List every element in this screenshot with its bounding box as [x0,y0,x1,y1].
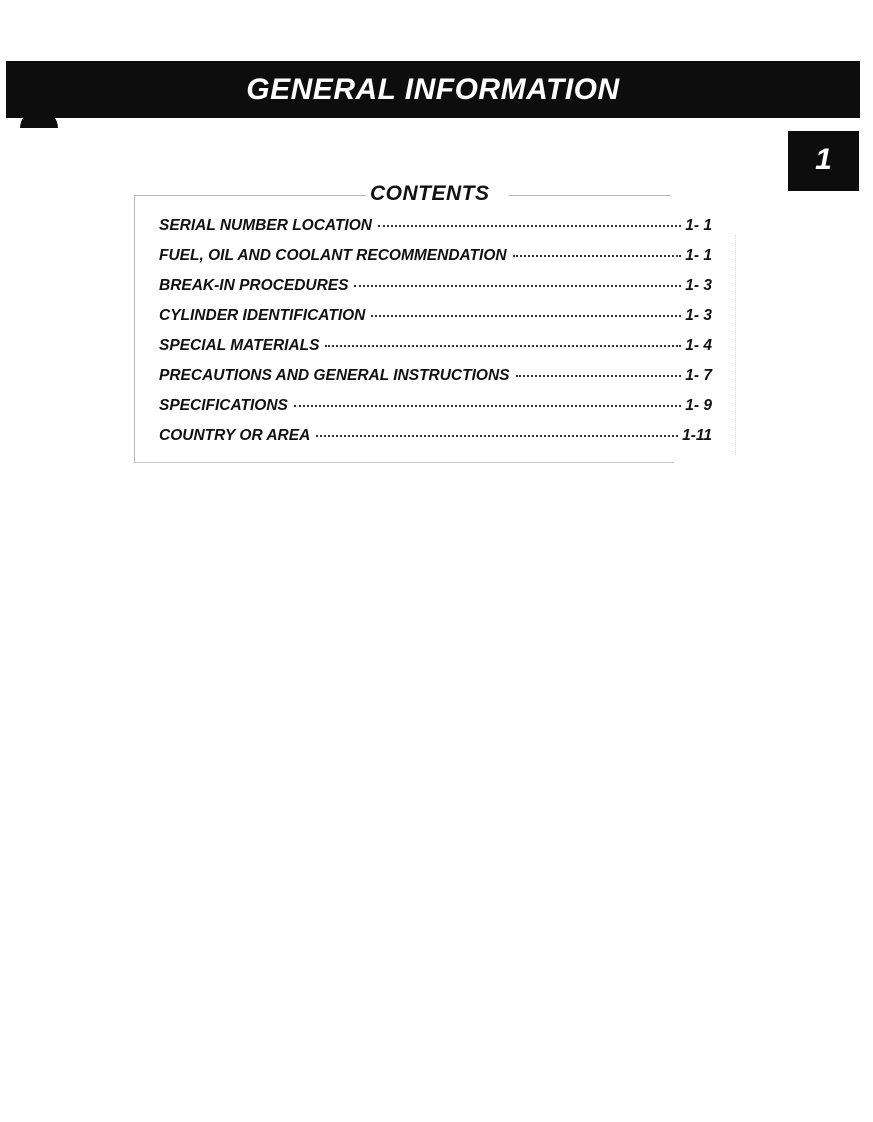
toc-entry-page: 1- 3 [685,307,712,324]
toc-entry-page: 1- 1 [685,217,712,234]
toc-leader-dots [513,255,682,257]
toc-entry-label: SPECIFICATIONS [159,397,288,414]
toc-leader-dots [371,315,681,317]
toc-entry-label: SPECIAL MATERIALS [159,337,320,354]
frame-left-rule [134,195,135,463]
frame-top-left-rule [134,195,366,196]
toc-entry[interactable] [159,277,712,307]
frame-right-rule [735,235,736,455]
frame-top-right-rule [509,195,671,196]
toc-leader-dots [516,375,682,377]
toc-entry-page: 1-11 [682,427,712,444]
toc-entry[interactable] [159,217,712,247]
toc-entry-label: COUNTRY OR AREA [159,427,311,444]
toc-entry[interactable] [159,337,712,367]
toc-entry-label: SERIAL NUMBER LOCATION [159,217,372,234]
toc-entry-page: 1- 1 [685,247,712,264]
toc-entry-label: CYLINDER IDENTIFICATION [159,307,366,324]
frame-bottom-rule [134,462,674,463]
toc-entry-page: 1- 7 [685,367,712,384]
toc-entry[interactable] [159,397,712,427]
toc-entry-label: BREAK-IN PROCEDURES [159,277,349,294]
toc-leader-dots [325,345,681,347]
toc-entry[interactable] [159,427,712,457]
chapter-number-tab: 1 [788,131,859,191]
toc-entry-page: 1- 3 [685,277,712,294]
toc-entry[interactable] [159,367,712,397]
toc-leader-dots [378,225,681,227]
toc-entry-label: PRECAUTIONS AND GENERAL INSTRUCTIONS [159,367,510,384]
toc-leader-dots [294,405,681,407]
contents-heading: CONTENTS [370,182,490,205]
toc-entry[interactable] [159,247,712,277]
toc-leader-dots [354,285,681,287]
toc-entry-label: FUEL, OIL AND COOLANT RECOMMENDATION [159,247,507,264]
toc-entry-page: 1- 4 [685,337,712,354]
toc-leader-dots [316,435,678,437]
section-title: GENERAL INFORMATION [246,73,620,106]
toc-entry-page: 1- 9 [685,397,712,414]
section-header-bar [6,61,860,118]
table-of-contents [159,217,712,457]
toc-entry[interactable] [159,307,712,337]
